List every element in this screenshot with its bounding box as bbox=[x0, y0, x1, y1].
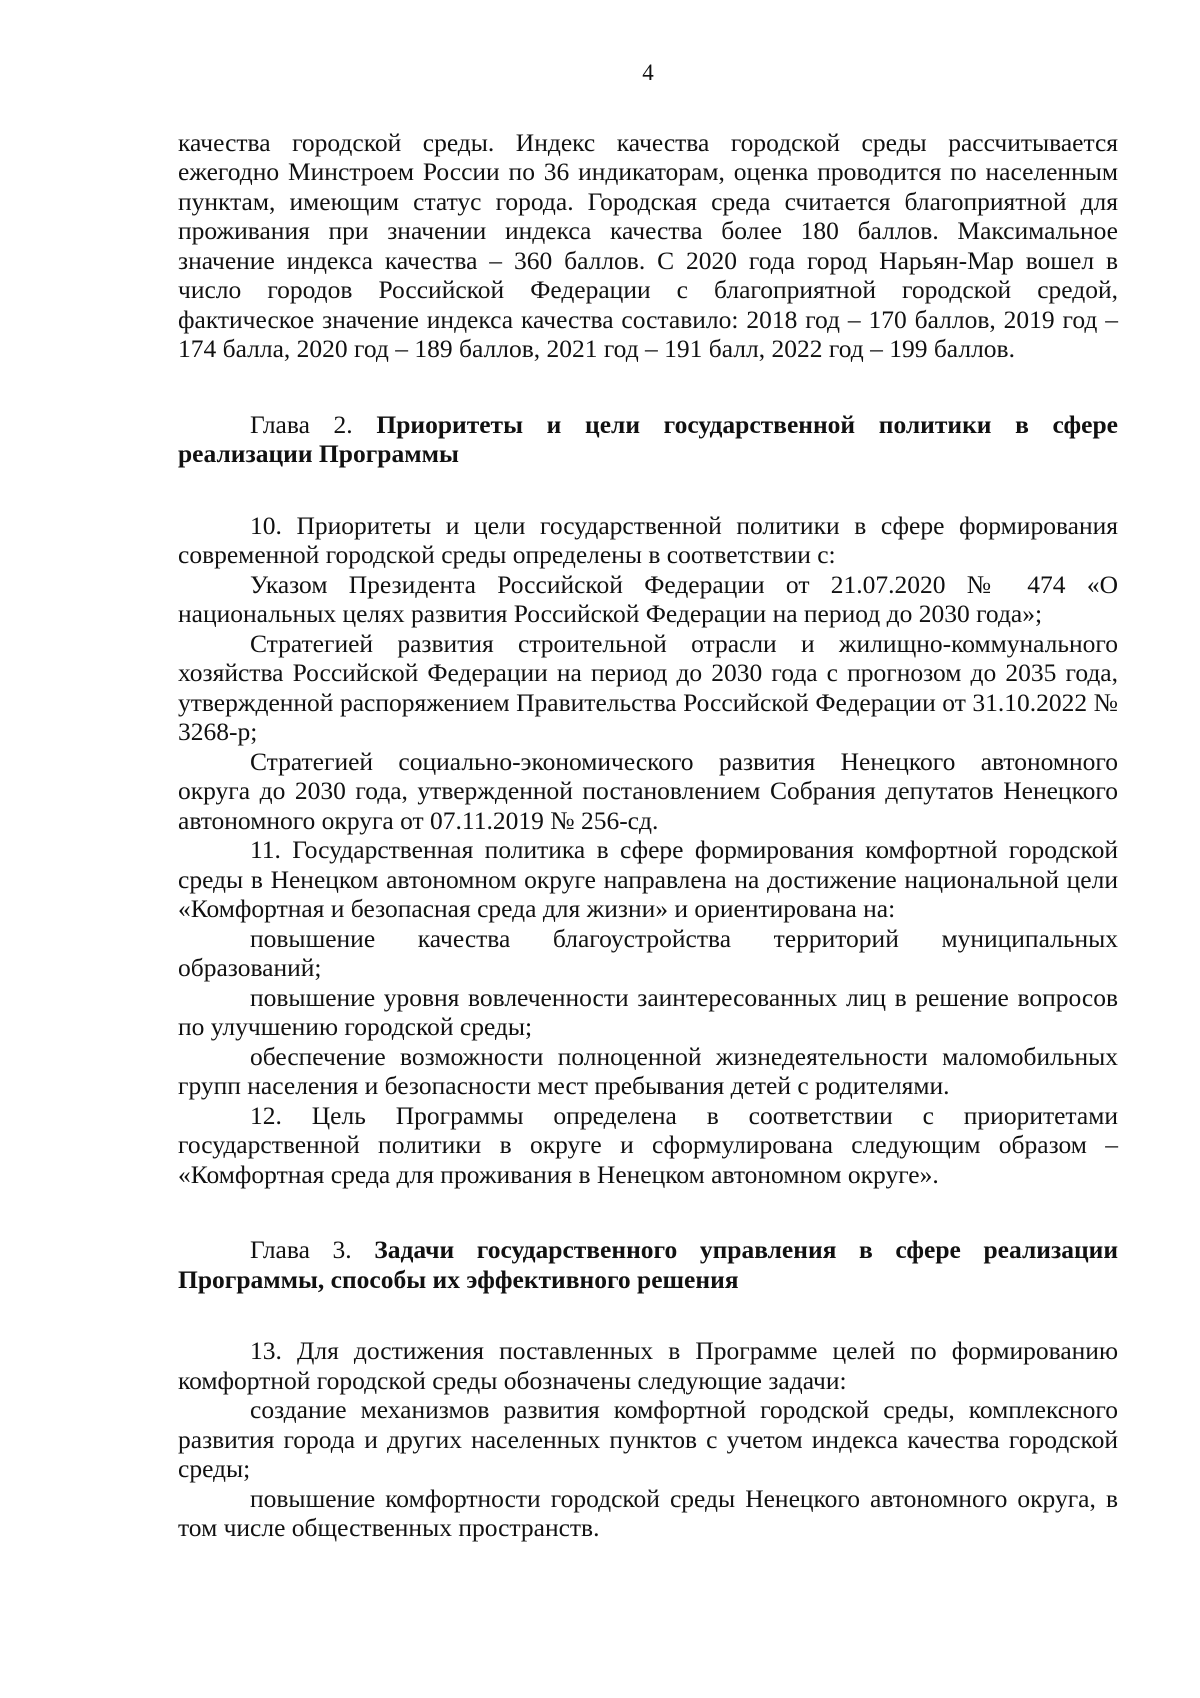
paragraph: 11. Государственная политика в сфере формирования комфортной городской среды в Ненецком автономном округе направлена на достижение национальной цели «Комфортная и безопасная среда для жизни» и ориентирована на: bbox=[178, 835, 1118, 923]
paragraph: повышение комфортности городской среды Ненецкого автономного округа, в том числе общественных пространств. bbox=[178, 1483, 1118, 1542]
document-page bbox=[178, 58, 1118, 1543]
chapter-title: Приоритеты и цели государственной политики в сфере реализации Программы bbox=[178, 409, 1119, 468]
paragraph: повышение качества благоустройства территорий муниципальных образований; bbox=[178, 923, 1118, 982]
paragraph: 10. Приоритеты и цели государственной политики в сфере формирования современной городской среды определены в соответствии с: bbox=[178, 510, 1118, 569]
paragraph: качества городской среды. Индекс качества городской среды рассчитывается ежегодно Минстроем России по 36 индикаторам, оценка проводится по населенным пунктам, имеющим статус города. Городская среда считается благоприятной для проживания при значении индекса качества более 180 баллов. Максимальное значение индекса качества – 360 баллов. С 2020 года город Нарьян-Мар вошел в число городов Российской Федерации с благоприятной городской средой, фактическое значение индекса качества составило: 2018 год – 170 баллов, 2019 год – 174 балла, 2020 год – 189 баллов, 2021 год – 191 балл, 2022 год – 199 баллов. bbox=[178, 127, 1118, 363]
paragraph: Стратегией развития строительной отрасли и жилищно-коммунального хозяйства Российской Федерации на период до 2030 года с прогнозом до 2035 года, утвержденной распоряжением Правительства Российской Федерации от 31.10.2022 № 3268-р; bbox=[178, 628, 1118, 746]
page-number: 4 bbox=[642, 60, 654, 85]
paragraph: 13. Для достижения поставленных в Программе целей по формированию комфортной городской среды обозначены следующие задачи: bbox=[178, 1336, 1118, 1395]
paragraph: повышение уровня вовлеченности заинтересованных лиц в решение вопросов по улучшению городской среды; bbox=[178, 982, 1118, 1041]
paragraph: Стратегией социально-экономического развития Ненецкого автономного округа до 2030 года, утвержденной постановлением Собрания депутатов Ненецкого автономного округа от 07.11.2019 № 256-сд. bbox=[178, 746, 1118, 835]
paragraph: 12. Цель Программы определена в соответствии с приоритетами государственной политики в округе и сформулирована следующим образом – «Комфортная среда для проживания в Ненецком автономном округе». bbox=[178, 1100, 1118, 1189]
chapter-heading bbox=[178, 1235, 1118, 1294]
chapter-heading bbox=[178, 410, 1118, 469]
paragraph: обеспечение возможности полноценной жизнедеятельности маломобильных групп населения и безопасности мест пребывания детей с родителями. bbox=[178, 1041, 1118, 1100]
chapter-title: Задачи государственного управления в сфере реализации Программы, способы их эффективного решения bbox=[178, 1235, 1119, 1294]
paragraph: создание механизмов развития комфортной городской среды, комплексного развития города и других населенных пунктов с учетом индекса качества городской среды; bbox=[178, 1395, 1118, 1483]
paragraph: Указом Президента Российской Федерации от 21.07.2020 № 474 «О национальных целях развития Российской Федерации на период до 2030 года»; bbox=[178, 569, 1118, 628]
chapter-number: Глава 2. bbox=[250, 409, 353, 439]
chapter-number: Глава 3. bbox=[250, 1235, 352, 1264]
